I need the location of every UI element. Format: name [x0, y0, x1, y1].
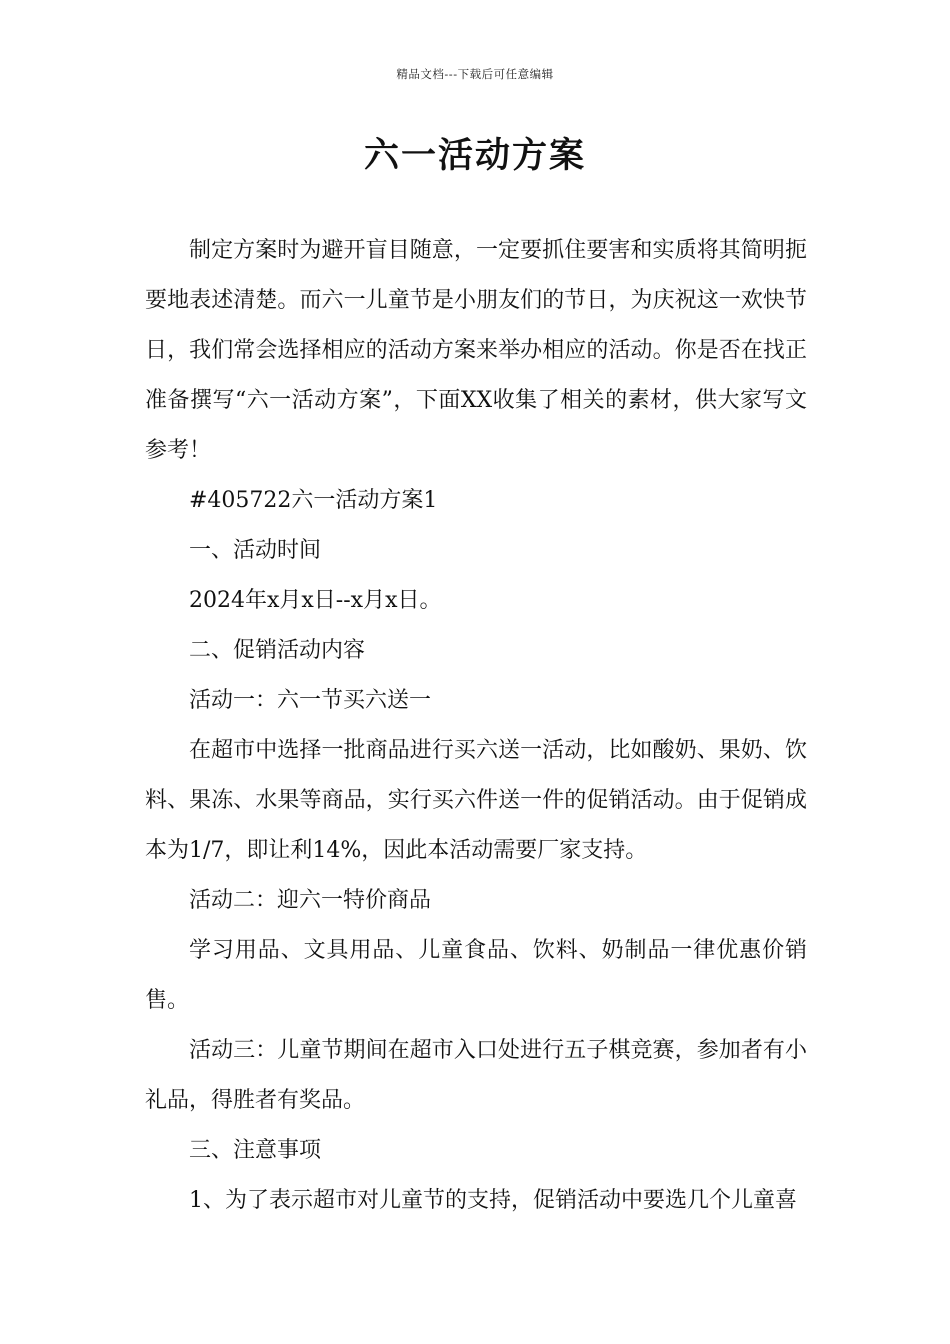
note-item-1: 1、为了表示超市对儿童节的支持，促销活动中要选几个儿童喜	[189, 1188, 797, 1213]
activity-one-description: 在超市中选择一批商品进行买六送一活动，比如酸奶、果奶、饮料、果冻、水果等商品，实行买六件送一件的促销活动。由于促销成本为1/7，即让利14%，因此本活动需要厂家支持。	[145, 738, 807, 863]
activity-date-range: 2024年x月x日--x月x日。	[189, 588, 442, 613]
heading-promotion-content: 二、促销活动内容	[189, 638, 366, 663]
heading-notes: 三、注意事项	[189, 1138, 322, 1163]
activity-three-description: 活动三：儿童节期间在超市入口处进行五子棋竞赛，参加者有小礼品，得胜者有奖品。	[145, 1038, 807, 1113]
heading-activity-time: 一、活动时间	[189, 538, 322, 563]
activity-two-title: 活动二：迎六一特价商品	[189, 888, 432, 913]
section-heading-plan-1: #405722六一活动方案1	[189, 488, 438, 513]
intro-paragraph: 制定方案时为避开盲目随意，一定要抓住要害和实质将其简明扼要地表述清楚。而六一儿童节是小朋友们的节日，为庆祝这一欢快节日，我们常会选择相应的活动方案来举办相应的活动。你是否在找正准备撰写“六一活动方案”，下面XX收集了相关的素材，供大家写文参考！	[145, 238, 807, 463]
activity-one-title: 活动一：六一节买六送一	[189, 688, 432, 713]
header-note: 精品文档---下载后可任意编辑	[396, 67, 554, 81]
activity-two-description: 学习用品、文具用品、儿童食品、饮料、奶制品一律优惠价销售。	[145, 938, 807, 1013]
document-title: 六一活动方案	[363, 136, 586, 176]
document-body	[145, 226, 807, 1226]
